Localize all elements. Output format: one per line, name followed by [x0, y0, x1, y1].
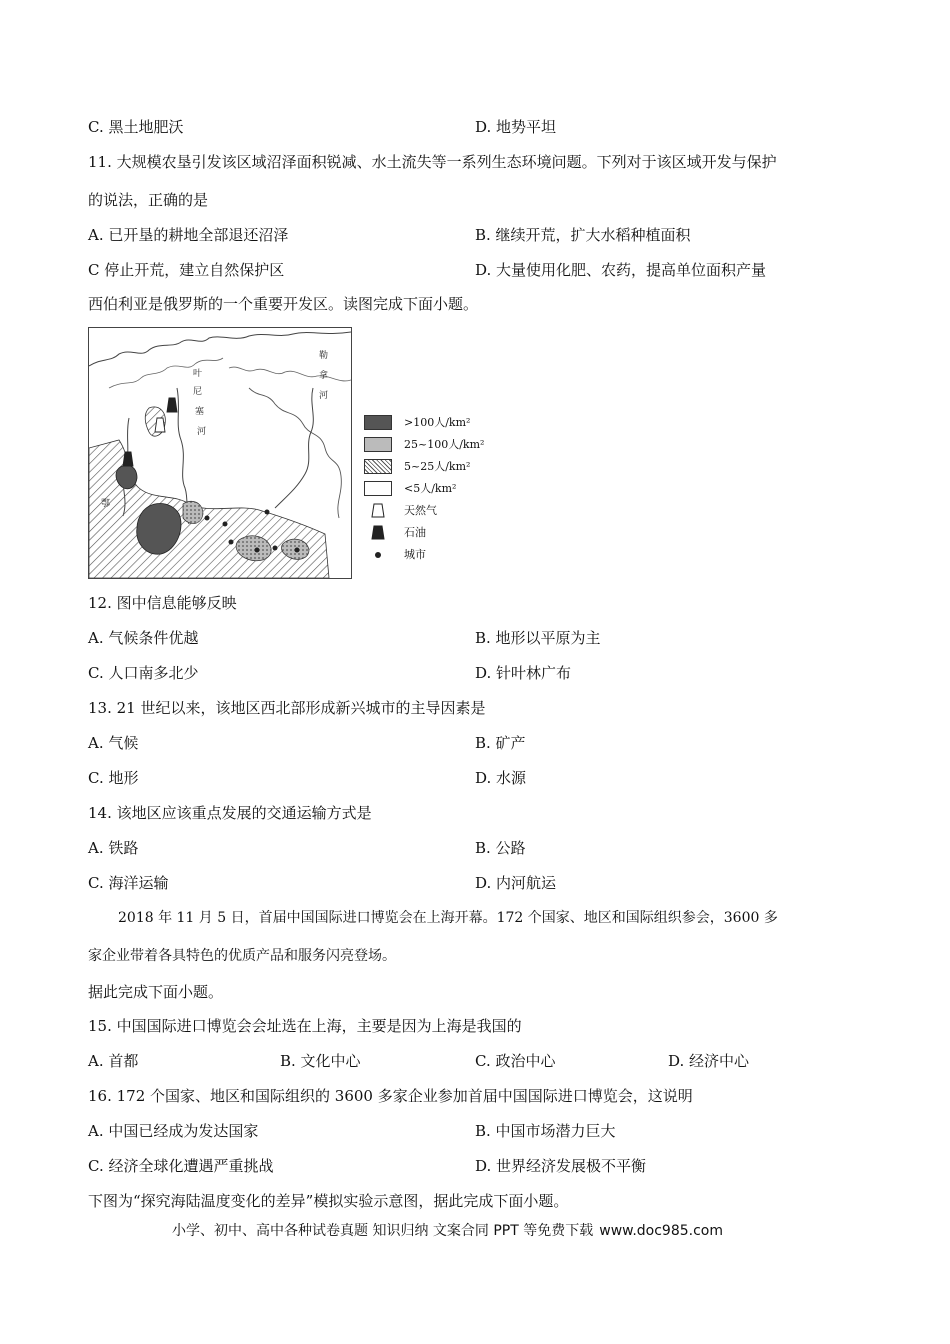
yenisei-label-4: 河	[197, 427, 207, 437]
legend-label: <5人/km²	[404, 482, 457, 495]
q11-option-b: B. 继续开荒，扩大水稻种植面积	[475, 226, 691, 244]
q12-option-c: C. 人口南多北少	[88, 664, 199, 682]
q16-option-b: B. 中国市场潜力巨大	[475, 1122, 616, 1140]
legend-label: 石油	[404, 526, 426, 539]
q15-option-c: C. 政治中心	[475, 1052, 556, 1070]
legend-label: 城市	[404, 548, 426, 561]
gas-icon	[364, 503, 392, 518]
q12-option-b: B. 地形以平原为主	[475, 629, 601, 647]
dotted-swatch	[364, 437, 392, 452]
q11-option-c: C 停止开荒，建立自然保护区	[88, 261, 285, 279]
q16-stem: 16. 172 个国家、地区和国际组织的 3600 多家企业参加首届中国国际进口博览会，这说明	[88, 1087, 693, 1105]
expo-intro-line2: 家企业带着各具特色的优质产品和服务闪亮登场。	[88, 948, 396, 964]
q12-option-d: D. 针叶林广布	[475, 664, 572, 682]
q12-stem: 12. 图中信息能够反映	[88, 594, 237, 612]
expo-intro-line1: 2018 年 11 月 5 日，首届中国国际进口博览会在上海开幕。172 个国家、地区和国际组织参会，3600 多	[118, 910, 778, 926]
yenisei-label-3: 塞	[195, 407, 205, 417]
q14-option-c: C. 海洋运输	[88, 874, 169, 892]
yenisei-label-2: 尼	[193, 387, 203, 397]
footer-url-link[interactable]: www.doc985.com	[599, 1223, 723, 1239]
q14-option-a: A. 铁路	[88, 839, 139, 857]
q15-option-d: D. 经济中心	[668, 1052, 750, 1070]
q10-option-d: D. 地势平坦	[475, 118, 557, 136]
lena-label-1: 勒	[319, 351, 329, 361]
blank-swatch	[364, 481, 392, 496]
map-drawing	[89, 328, 351, 578]
page-footer	[172, 1220, 723, 1240]
q15-option-b: B. 文化中心	[280, 1052, 361, 1070]
q15-option-a: A. 首都	[88, 1052, 139, 1070]
q14-option-d: D. 内河航运	[475, 874, 557, 892]
q16-option-a: A. 中国已经成为发达国家	[88, 1122, 259, 1140]
legend-label: 25~100人/km²	[404, 438, 485, 451]
dense-swatch	[364, 415, 392, 430]
q11-stem-line1: 11. 大规模农垦引发该区域沼泽面积锐减、水土流失等一系列生态环境问题。下列对于该区域开发与保护	[88, 153, 777, 171]
legend-label: >100人/km²	[404, 416, 471, 429]
lena-label-3: 河	[319, 391, 329, 401]
q13-option-d: D. 水源	[475, 769, 527, 787]
q16-option-c: C. 经济全球化遭遇严重挑战	[88, 1157, 274, 1175]
q15-stem: 15. 中国国际进口博览会会址选在上海，主要是因为上海是我国的	[88, 1017, 522, 1035]
q11-option-a: A. 已开垦的耕地全部退还沼泽	[88, 226, 289, 244]
lena-label-2: 拿	[319, 371, 329, 381]
q11-option-d: D. 大量使用化肥、农药，提高单位面积产量	[475, 261, 767, 279]
ob-label: 鄂	[101, 499, 111, 509]
q10-option-c: C. 黑土地肥沃	[88, 118, 184, 136]
oil-icon	[364, 525, 392, 540]
q13-option-a: A. 气候	[88, 734, 139, 752]
footer-text: 小学、初中、高中各种试卷真题 知识归纳 文案合同 PPT 等免费下载	[172, 1223, 594, 1239]
yenisei-label-1: 叶	[193, 369, 203, 379]
legend-label: 5~25人/km²	[404, 460, 471, 473]
q11-stem-line2: 的说法，正确的是	[88, 191, 209, 209]
q14-option-b: B. 公路	[475, 839, 526, 857]
q13-option-c: C. 地形	[88, 769, 139, 787]
legend-label: 天然气	[404, 504, 437, 517]
q13-option-b: B. 矿产	[475, 734, 526, 752]
hatched-swatch	[364, 459, 392, 474]
q12-option-a: A. 气候条件优越	[88, 629, 199, 647]
next-figure-intro: 下图为“探究海陆温度变化的差异”模拟实验示意图，据此完成下面小题。	[88, 1192, 569, 1210]
city-dot-icon	[364, 547, 392, 562]
siberia-intro: 西伯利亚是俄罗斯的一个重要开发区。读图完成下面小题。	[88, 295, 479, 313]
siberia-population-map	[88, 327, 352, 579]
q13-stem: 13. 21 世纪以来，该地区西北部形成新兴城市的主导因素是	[88, 699, 486, 717]
q14-stem: 14. 该地区应该重点发展的交通运输方式是	[88, 804, 372, 822]
expo-intro-line3: 据此完成下面小题。	[88, 983, 224, 1001]
q16-option-d: D. 世界经济发展极不平衡	[475, 1157, 647, 1175]
